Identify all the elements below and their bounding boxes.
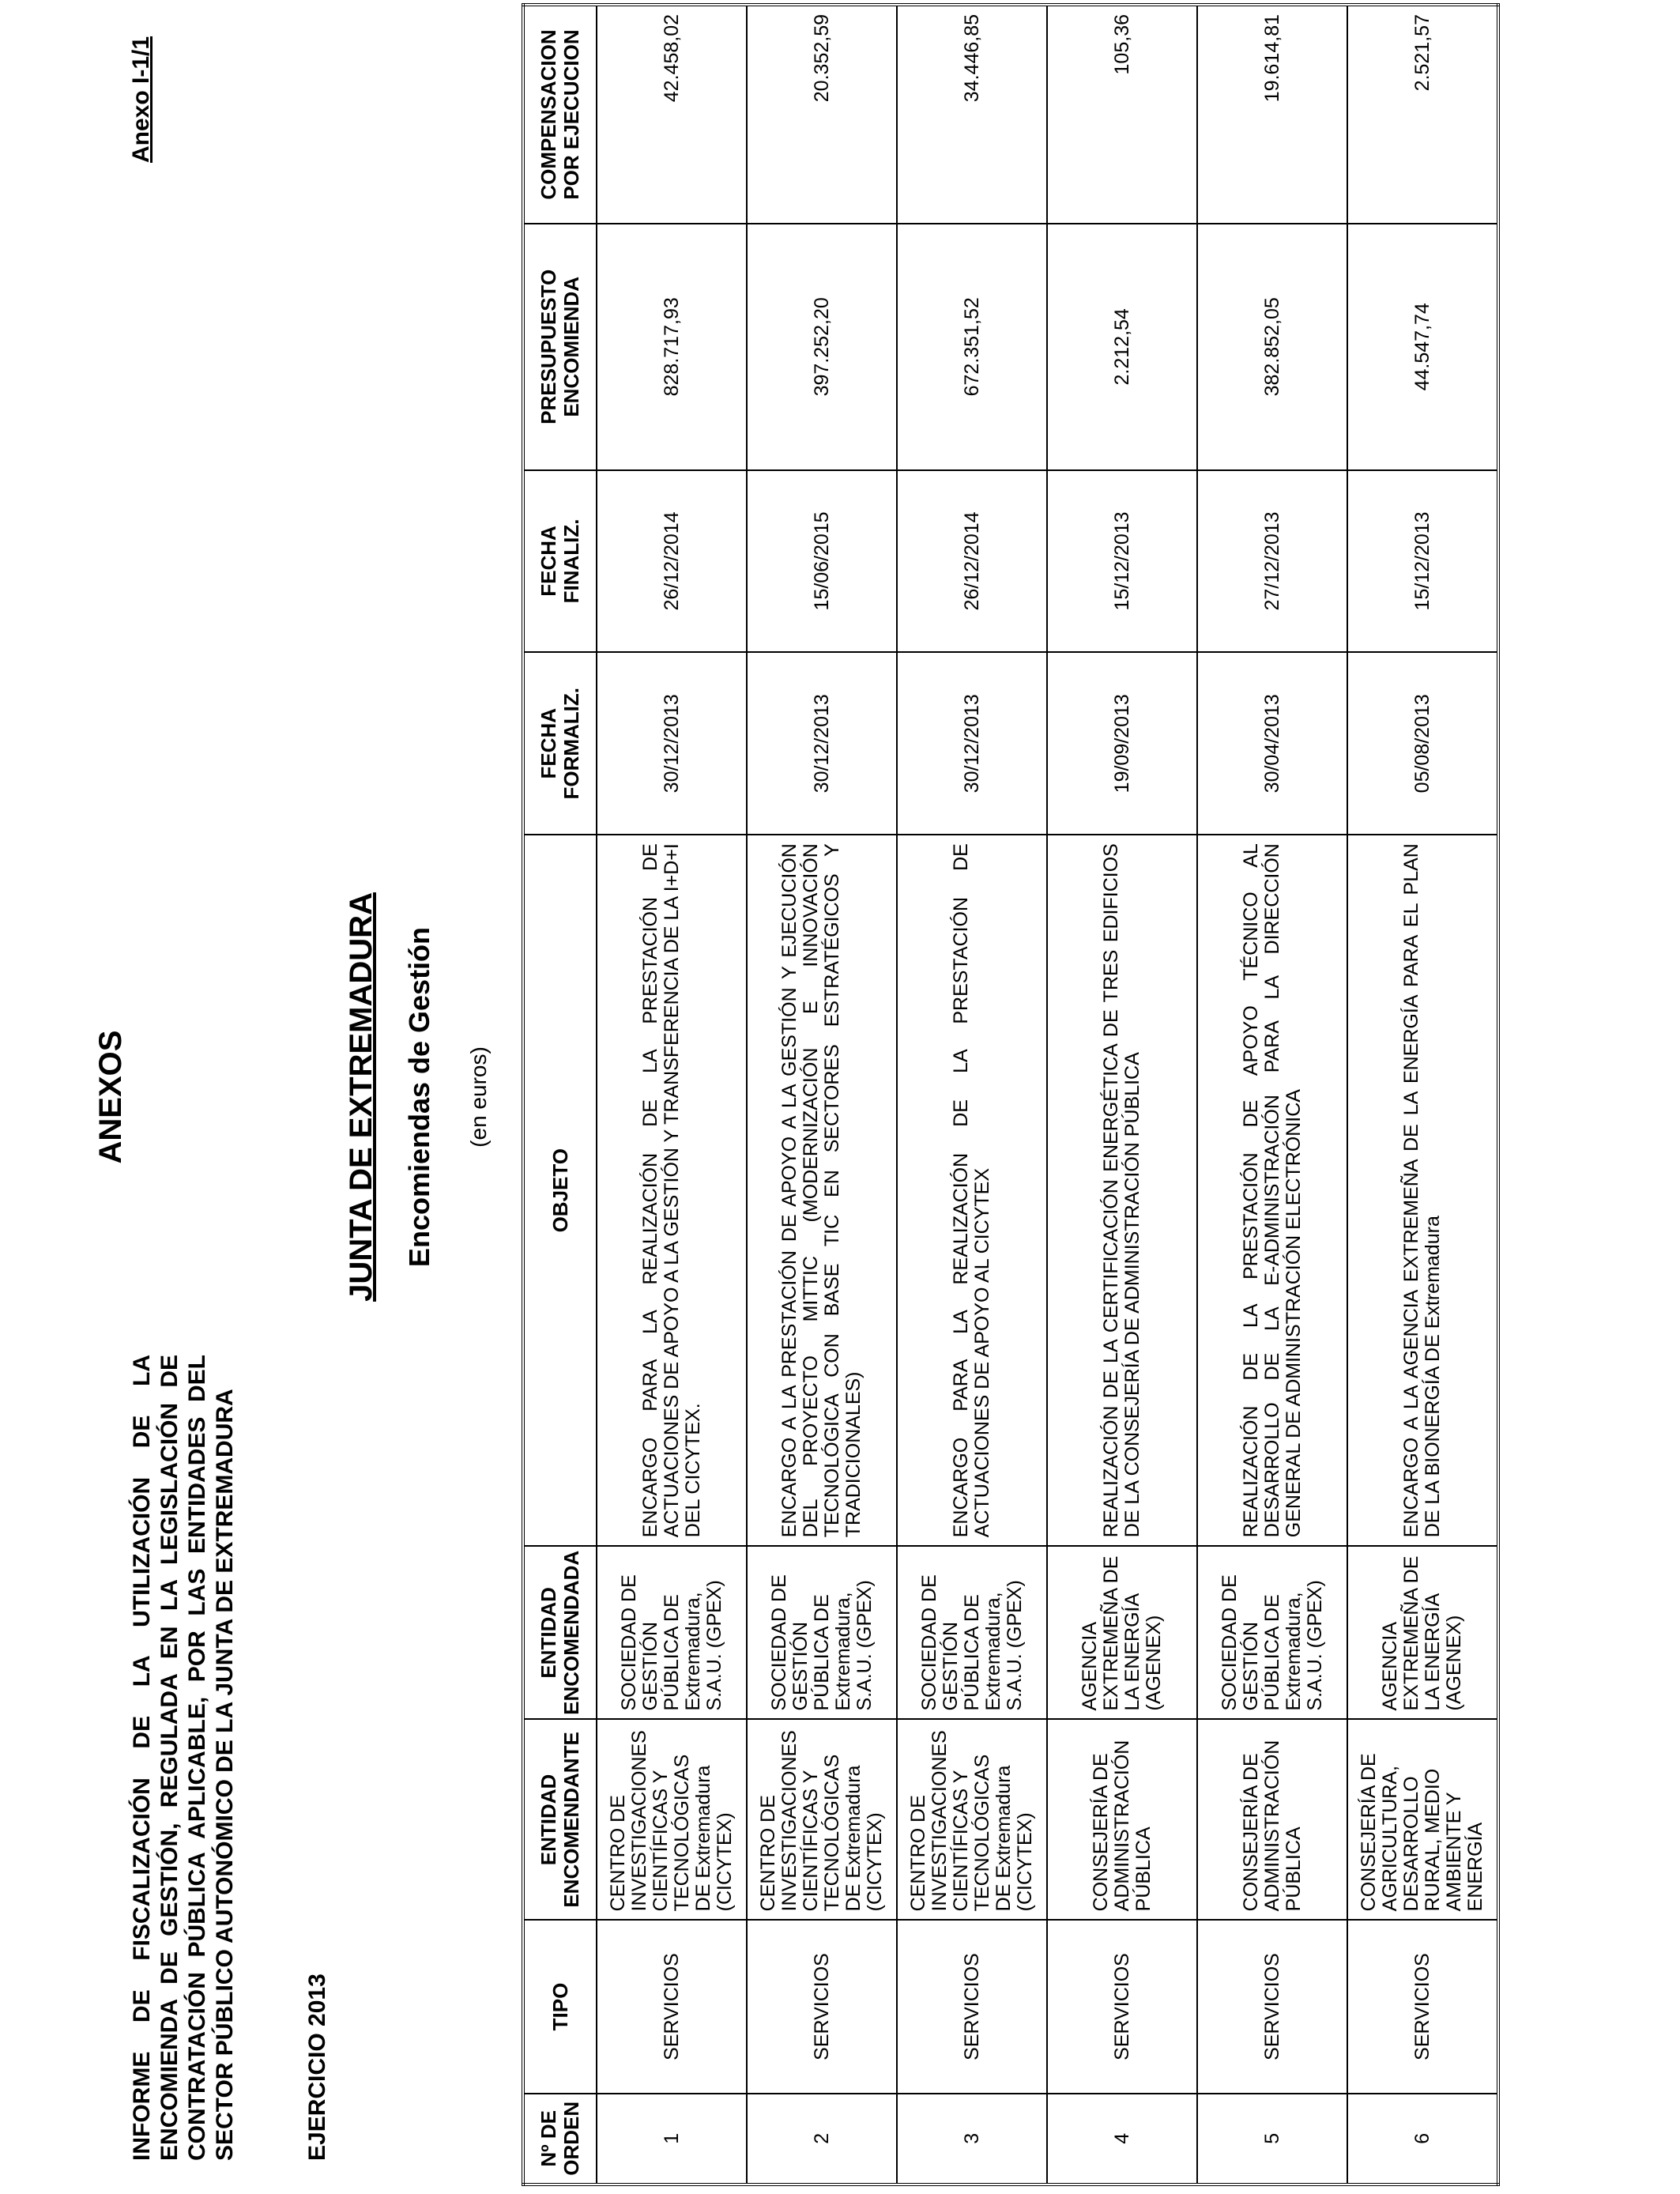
cell-fecha-formaliz: 30/12/2013 [597, 652, 747, 835]
cell-encomendada: SOCIEDAD DE GESTIÓN PÚBLICA DE Extremadura, S.A.U. (GPEX) [747, 1546, 897, 1719]
cell-fecha-finaliz: 27/12/2013 [1197, 470, 1347, 653]
column-header: ENTIDAD ENCOMENDADA [523, 1546, 597, 1719]
cell-orden: 4 [1047, 2094, 1197, 2185]
table-row [1047, 5, 1197, 2185]
cell-compensacion: 2.521,57 [1347, 5, 1498, 224]
table-row [1197, 5, 1347, 2185]
column-header: Nº DE ORDEN [523, 2094, 597, 2185]
cell-encomendante: CONSEJERÍA DE ADMINISTRACIÓN PÚBLICA [1047, 1720, 1197, 1921]
cell-objeto: ENCARGO A LA PRESTACIÓN DE APOYO A LA GESTIÓN Y EJECUCIÓN DEL PROYECTO MITTIC (MODERNIZACIÓN E INNOVACIÓN TECNOLÓGICA CON BASE TIC EN SECTORES ESTRATÉGICOS Y TRADICIONALES) [747, 835, 897, 1546]
cell-encomendante: CENTRO DE INVESTIGACIONES CIENTÍFICAS Y TECNOLÓGICAS DE Extremadura (CICYTEX) [747, 1720, 897, 1921]
ejercicio-label: EJERCICIO 2013 [304, 1973, 330, 2161]
table-row [597, 5, 747, 2185]
column-header: FECHA FORMALIZ. [523, 652, 597, 835]
table-row [897, 5, 1047, 2185]
cell-tipo: SERVICIOS [1047, 1920, 1197, 2093]
cell-orden: 6 [1347, 2094, 1498, 2185]
encomiendas-table [522, 3, 1500, 2186]
cell-encomendada: AGENCIA EXTREMEÑA DE LA ENERGÍA (AGENEX) [1347, 1546, 1498, 1719]
cell-encomendada: SOCIEDAD DE GESTIÓN PÚBLICA DE Extremadura, S.A.U. (GPEX) [597, 1546, 747, 1719]
cell-presupuesto: 2.212,54 [1047, 224, 1197, 470]
column-header: FECHA FINALIZ. [523, 470, 597, 653]
report-title: INFORME DE FISCALIZACIÓN DE LA UTILIZACIÓN DE LA ENCOMIENDA DE GESTIÓN, REGULADA EN LA LEGISLACIÓN DE CONTRATACIÓN PÚBLICA APLICABLE, POR LAS ENTIDADES DEL SECTOR PÚBLICO AUTONÓMICO DE LA JUNTA DE EXTREMADURA [129, 1355, 238, 2161]
cell-orden: 1 [597, 2094, 747, 2185]
table-row [747, 5, 897, 2185]
cell-tipo: SERVICIOS [1347, 1920, 1498, 2093]
cell-objeto: REALIZACIÓN DE LA PRESTACIÓN DE APOYO TÉCNICO AL DESARROLLO DE LA E-ADMINISTRACIÓN PARA LA DIRECCIÓN GENERAL DE ADMINISTRACIÓN ELECTRÓNICA [1197, 835, 1347, 1546]
column-header: PRESUPUESTO ENCOMIENDA [523, 224, 597, 470]
column-header: COMPENSACION POR EJECUCION [523, 5, 597, 224]
cell-objeto: ENCARGO PARA LA REALIZACIÓN DE LA PRESTACIÓN DE ACTUACIONES DE APOYO A LA GESTIÓN Y TRANSFERENCIA DE LA I+D+I DEL CICYTEX. [597, 835, 747, 1546]
cell-encomendante: CONSEJERÍA DE ADMINISTRACIÓN PÚBLICA [1197, 1720, 1347, 1921]
cell-objeto: REALIZACIÓN DE LA CERTIFICACIÓN ENERGÉTICA DE TRES EDIFICIOS DE LA CONSEJERÍA DE ADMINISTRACIÓN PÚBLICA [1047, 835, 1197, 1546]
cell-fecha-formaliz: 19/09/2013 [1047, 652, 1197, 835]
anexos-title: ANEXOS [93, 1030, 128, 1164]
cell-fecha-formaliz: 30/04/2013 [1197, 652, 1347, 835]
cell-encomendante: CENTRO DE INVESTIGACIONES CIENTÍFICAS Y TECNOLÓGICAS DE Extremadura (CICYTEX) [597, 1720, 747, 1921]
cell-compensacion: 19.614,81 [1197, 5, 1347, 224]
cell-tipo: SERVICIOS [897, 1920, 1047, 2093]
cell-fecha-formaliz: 30/12/2013 [747, 652, 897, 835]
anexo-identifier: Anexo I-1/1 [128, 36, 154, 163]
cell-presupuesto: 382.852,05 [1197, 224, 1347, 470]
cell-compensacion: 42.458,02 [597, 5, 747, 224]
column-header: ENTIDAD ENCOMENDANTE [523, 1720, 597, 1921]
junta-title: JUNTA DE EXTREMADURA [344, 892, 379, 1302]
cell-fecha-finaliz: 15/12/2013 [1347, 470, 1498, 653]
column-header: OBJETO [523, 835, 597, 1546]
cell-tipo: SERVICIOS [1197, 1920, 1347, 2093]
cell-fecha-formaliz: 05/08/2013 [1347, 652, 1498, 835]
cell-fecha-formaliz: 30/12/2013 [897, 652, 1047, 835]
cell-presupuesto: 397.252,20 [747, 224, 897, 470]
cell-orden: 5 [1197, 2094, 1347, 2185]
cell-presupuesto: 44.547,74 [1347, 224, 1498, 470]
cell-fecha-finaliz: 26/12/2014 [897, 470, 1047, 653]
cell-fecha-finaliz: 15/06/2015 [747, 470, 897, 653]
column-header: TIPO [523, 1920, 597, 2093]
table-row [1347, 5, 1498, 2185]
cell-fecha-finaliz: 26/12/2014 [597, 470, 747, 653]
cell-orden: 2 [747, 2094, 897, 2185]
cell-encomendante: CENTRO DE INVESTIGACIONES CIENTÍFICAS Y TECNOLÓGICAS DE Extremadura (CICYTEX) [897, 1720, 1047, 1921]
cell-fecha-finaliz: 15/12/2013 [1047, 470, 1197, 653]
units-note: (en euros) [466, 1046, 491, 1148]
table-header-row [523, 5, 597, 2185]
cell-compensacion: 20.352,59 [747, 5, 897, 224]
cell-presupuesto: 828.717,93 [597, 224, 747, 470]
section-subtitle: Encomiendas de Gestión [403, 926, 435, 1268]
cell-objeto: ENCARGO PARA LA REALIZACIÓN DE LA PRESTACIÓN DE ACTUACIONES DE APOYO AL CICYTEX [897, 835, 1047, 1546]
cell-tipo: SERVICIOS [747, 1920, 897, 2093]
cell-objeto: ENCARGO A LA AGENCIA EXTREMEÑA DE LA ENERGÍA PARA EL PLAN DE LA BIONERGÍA DE Extremadura [1347, 835, 1498, 1546]
cell-tipo: SERVICIOS [597, 1920, 747, 2093]
cell-compensacion: 34.446,85 [897, 5, 1047, 224]
cell-presupuesto: 672.351,52 [897, 224, 1047, 470]
cell-encomendada: AGENCIA EXTREMEÑA DE LA ENERGÍA (AGENEX) [1047, 1546, 1197, 1719]
cell-orden: 3 [897, 2094, 1047, 2185]
cell-encomendante: CONSEJERÍA DE AGRICULTURA, DESARROLLO RURAL, MEDIO AMBIENTE Y ENERGÍA [1347, 1720, 1498, 1921]
cell-encomendada: SOCIEDAD DE GESTIÓN PÚBLICA DE Extremadura, S.A.U. (GPEX) [897, 1546, 1047, 1719]
cell-encomendada: SOCIEDAD DE GESTIÓN PÚBLICA DE Extremadura, S.A.U. (GPEX) [1197, 1546, 1347, 1719]
cell-compensacion: 105,36 [1047, 5, 1197, 224]
